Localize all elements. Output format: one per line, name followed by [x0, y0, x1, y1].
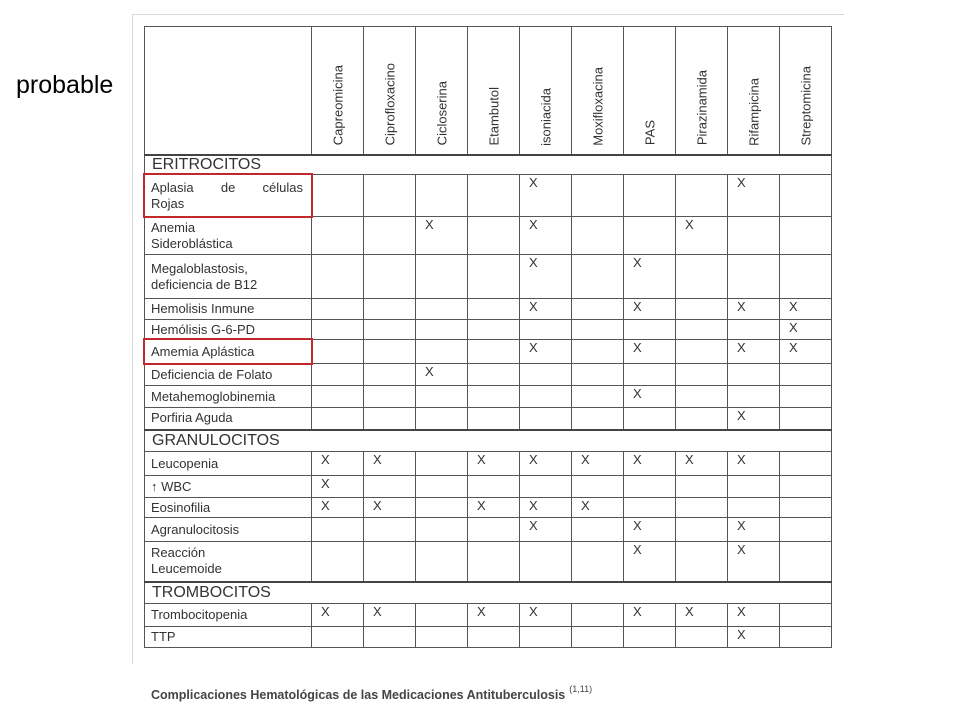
empty-cell: [520, 542, 572, 582]
empty-cell: [416, 518, 468, 542]
empty-cell: [572, 542, 624, 582]
empty-cell: [312, 175, 364, 217]
empty-cell: [728, 364, 780, 386]
x-mark-cell: X: [520, 340, 572, 364]
empty-cell: [780, 498, 832, 518]
empty-cell: [520, 320, 572, 340]
empty-cell: [572, 476, 624, 498]
empty-cell: [364, 518, 416, 542]
section-row: [145, 155, 832, 175]
empty-cell: [364, 542, 416, 582]
drug-header-row: [145, 27, 832, 155]
top-divider: [132, 14, 844, 15]
x-mark-cell: X: [728, 408, 780, 430]
empty-cell: [364, 320, 416, 340]
x-mark-cell: X: [468, 452, 520, 476]
header-corner-cell: [145, 27, 312, 155]
empty-cell: [416, 542, 468, 582]
condition-word: Aplasia: [151, 179, 194, 195]
empty-cell: [416, 452, 468, 476]
x-mark-cell: X: [520, 299, 572, 320]
drug-header-pas: [624, 27, 676, 155]
x-mark-cell: X: [728, 604, 780, 627]
empty-cell: [728, 498, 780, 518]
caption-text: Complicaciones Hematológicas de las Medicaciones Antituberculosis: [151, 688, 566, 703]
empty-cell: [520, 386, 572, 408]
drug-header-isoniacida: [520, 27, 572, 155]
empty-cell: [572, 299, 624, 320]
empty-cell: [780, 175, 832, 217]
condition-label-line: Agranulocitosis: [151, 521, 240, 537]
condition-cell: [145, 452, 312, 476]
empty-cell: [364, 255, 416, 299]
x-mark-cell: X: [520, 255, 572, 299]
empty-cell: [468, 364, 520, 386]
empty-cell: [728, 255, 780, 299]
empty-cell: [468, 476, 520, 498]
x-mark-cell: X: [624, 386, 676, 408]
empty-cell: [676, 299, 728, 320]
drug-name: Moxifloxacina: [590, 66, 605, 146]
condition-cell: [145, 408, 312, 430]
x-mark-cell: X: [520, 604, 572, 627]
x-mark-cell: X: [676, 452, 728, 476]
table-row: [145, 452, 832, 476]
condition-label-line: Deficiencia de Folato: [151, 366, 273, 382]
x-mark-cell: X: [520, 498, 572, 518]
table-caption: [151, 686, 592, 702]
condition-label-line: Rojas: [151, 195, 185, 211]
empty-cell: [468, 542, 520, 582]
empty-cell: [312, 364, 364, 386]
table-row: [145, 542, 832, 582]
empty-cell: [572, 175, 624, 217]
drug-name: isoniacida: [538, 87, 553, 146]
empty-cell: [468, 386, 520, 408]
condition-cell: [145, 217, 312, 255]
condition-cell: [145, 386, 312, 408]
condition-label-line: Leucemoide: [151, 561, 222, 577]
empty-cell: [364, 476, 416, 498]
empty-cell: [312, 255, 364, 299]
empty-cell: [364, 386, 416, 408]
empty-cell: [676, 364, 728, 386]
empty-cell: [416, 299, 468, 320]
condition-label-line: Hemolisis Inmune: [151, 301, 255, 316]
empty-cell: [416, 386, 468, 408]
empty-cell: [468, 320, 520, 340]
x-mark-cell: X: [416, 217, 468, 255]
x-mark-cell: X: [624, 255, 676, 299]
table-body: [145, 155, 832, 648]
empty-cell: [780, 542, 832, 582]
table-row: [145, 498, 832, 518]
empty-cell: [676, 518, 728, 542]
condition-cell: [145, 320, 312, 340]
empty-cell: [572, 255, 624, 299]
condition-cell: [145, 518, 312, 542]
empty-cell: [572, 320, 624, 340]
empty-cell: [312, 217, 364, 255]
empty-cell: [364, 627, 416, 648]
x-mark-cell: X: [364, 498, 416, 518]
x-mark-cell: X: [780, 340, 832, 364]
x-mark-cell: X: [572, 452, 624, 476]
drug-name: Streptomicina: [798, 66, 813, 146]
empty-cell: [572, 217, 624, 255]
x-mark-cell: X: [520, 175, 572, 217]
empty-cell: [572, 408, 624, 430]
empty-cell: [416, 175, 468, 217]
empty-cell: [416, 340, 468, 364]
empty-cell: [624, 627, 676, 648]
x-mark-cell: X: [572, 498, 624, 518]
section-row: [145, 430, 832, 452]
empty-cell: [780, 627, 832, 648]
drug-header-moxifloxacina: [572, 27, 624, 155]
highlight-box: [143, 173, 313, 218]
empty-cell: [416, 408, 468, 430]
x-mark-cell: X: [364, 452, 416, 476]
empty-cell: [312, 627, 364, 648]
table-row: [145, 364, 832, 386]
x-mark-cell: X: [624, 299, 676, 320]
empty-cell: [624, 175, 676, 217]
condition-cell: [145, 364, 312, 386]
x-mark-cell: X: [728, 518, 780, 542]
empty-cell: [572, 364, 624, 386]
condition-label-line: ↑ WBC: [151, 478, 192, 494]
condition-cell: [145, 255, 312, 299]
empty-cell: [624, 476, 676, 498]
drug-header-etambutol: [468, 27, 520, 155]
empty-cell: [520, 364, 572, 386]
empty-cell: [364, 340, 416, 364]
condition-label-line: Leucopenia: [151, 455, 219, 471]
empty-cell: [364, 217, 416, 255]
empty-cell: [364, 175, 416, 217]
empty-cell: [676, 627, 728, 648]
drug-header-capreomicina: [312, 27, 364, 155]
empty-cell: [468, 299, 520, 320]
section-row: [145, 582, 832, 604]
empty-cell: [468, 175, 520, 217]
drug-header-pirazinamida: [676, 27, 728, 155]
condition-cell: [145, 299, 312, 320]
drug-name: Rifampicina: [746, 77, 761, 146]
empty-cell: [780, 364, 832, 386]
empty-cell: [520, 476, 572, 498]
x-mark-cell: X: [624, 452, 676, 476]
condition-label-line: TTP: [151, 629, 176, 644]
x-mark-cell: X: [780, 299, 832, 320]
empty-cell: [416, 604, 468, 627]
empty-cell: [312, 320, 364, 340]
x-mark-cell: X: [728, 542, 780, 582]
empty-cell: [572, 518, 624, 542]
empty-cell: [676, 542, 728, 582]
x-mark-cell: X: [520, 518, 572, 542]
empty-cell: [572, 386, 624, 408]
condition-cell: [145, 476, 312, 498]
empty-cell: [312, 386, 364, 408]
x-mark-cell: X: [312, 604, 364, 627]
empty-cell: [780, 386, 832, 408]
drug-header-rifampicina: [728, 27, 780, 155]
empty-cell: [624, 320, 676, 340]
table-row: [145, 299, 832, 320]
x-mark-cell: X: [312, 452, 364, 476]
empty-cell: [468, 518, 520, 542]
x-mark-cell: X: [728, 175, 780, 217]
condition-cell: [145, 604, 312, 627]
empty-cell: [468, 217, 520, 255]
empty-cell: [572, 604, 624, 627]
table-row: [145, 255, 832, 299]
x-mark-cell: X: [468, 498, 520, 518]
empty-cell: [780, 217, 832, 255]
empty-cell: [676, 175, 728, 217]
condition-cell: [145, 498, 312, 518]
condition-label-line: Trombocitopenia: [151, 607, 248, 622]
drug-header-cicloserina: [416, 27, 468, 155]
drug-name: PAS: [642, 120, 657, 146]
empty-cell: [624, 364, 676, 386]
condition-word: células: [262, 179, 303, 195]
empty-cell: [312, 408, 364, 430]
condition-label-line: Megaloblastosis,: [151, 260, 248, 276]
empty-cell: [468, 340, 520, 364]
drug-header-ciprofloxacino: [364, 27, 416, 155]
section-title: TROMBOCITOS: [145, 582, 832, 604]
empty-cell: [624, 217, 676, 255]
empty-cell: [312, 340, 364, 364]
condition-word: de: [220, 179, 236, 195]
x-mark-cell: X: [624, 518, 676, 542]
condition-label-line: Eosinofilia: [151, 499, 211, 515]
x-mark-cell: X: [676, 604, 728, 627]
empty-cell: [416, 320, 468, 340]
empty-cell: [416, 627, 468, 648]
left-divider: [132, 14, 133, 664]
x-mark-cell: X: [364, 604, 416, 627]
empty-cell: [624, 408, 676, 430]
empty-cell: [364, 408, 416, 430]
empty-cell: [780, 408, 832, 430]
x-mark-cell: X: [624, 340, 676, 364]
drug-name: Pirazinamida: [694, 70, 709, 146]
x-mark-cell: X: [520, 452, 572, 476]
empty-cell: [676, 386, 728, 408]
empty-cell: [728, 320, 780, 340]
caption-reference: (1,11): [569, 684, 593, 694]
x-mark-cell: X: [624, 604, 676, 627]
empty-cell: [468, 627, 520, 648]
x-mark-cell: X: [312, 498, 364, 518]
condition-label-line: Reacción: [151, 545, 206, 561]
empty-cell: [780, 604, 832, 627]
drug-header-streptomicina: [780, 27, 832, 155]
x-mark-cell: X: [520, 217, 572, 255]
empty-cell: [416, 498, 468, 518]
empty-cell: [416, 255, 468, 299]
x-mark-cell: X: [624, 542, 676, 582]
x-mark-cell: X: [676, 217, 728, 255]
x-mark-cell: X: [728, 299, 780, 320]
empty-cell: [780, 452, 832, 476]
condition-label-line: Hemólisis G-6-PD: [151, 321, 256, 337]
table-row: [145, 476, 832, 498]
drug-name: Ciprofloxacino: [382, 63, 397, 146]
empty-cell: [728, 386, 780, 408]
empty-cell: [312, 518, 364, 542]
empty-cell: [520, 408, 572, 430]
condition-cell: [145, 627, 312, 648]
empty-cell: [780, 518, 832, 542]
table-row: [145, 627, 832, 648]
empty-cell: [468, 255, 520, 299]
condition-label-line: Amemia Aplástica: [151, 343, 255, 359]
condition-cell: [145, 542, 312, 582]
empty-cell: [728, 217, 780, 255]
empty-cell: [312, 542, 364, 582]
section-title: GRANULOCITOS: [145, 430, 832, 452]
empty-cell: [676, 408, 728, 430]
empty-cell: [520, 627, 572, 648]
empty-cell: [676, 255, 728, 299]
table-row: [145, 386, 832, 408]
table-row: [145, 320, 832, 340]
empty-cell: [676, 498, 728, 518]
empty-cell: [572, 627, 624, 648]
drug-name: Capreomicina: [330, 65, 345, 146]
x-mark-cell: X: [728, 340, 780, 364]
empty-cell: [468, 408, 520, 430]
highlight-box: [143, 338, 313, 365]
empty-cell: [572, 340, 624, 364]
section-title: ERITROCITOS: [145, 155, 832, 175]
empty-cell: [416, 476, 468, 498]
x-mark-cell: X: [312, 476, 364, 498]
table-row: [145, 408, 832, 430]
empty-cell: [676, 320, 728, 340]
drug-name: Cicloserina: [434, 81, 449, 146]
condition-label-line: deficiencia de B12: [151, 276, 258, 292]
condition-label-line: Sideroblástica: [151, 235, 233, 251]
x-mark-cell: X: [728, 452, 780, 476]
x-mark-cell: X: [416, 364, 468, 386]
condition-label-line: Anemia: [151, 219, 196, 235]
x-mark-cell: X: [728, 627, 780, 648]
empty-cell: [364, 364, 416, 386]
empty-cell: [364, 299, 416, 320]
empty-cell: [676, 340, 728, 364]
table-row: [145, 604, 832, 627]
condition-label-line: Porfiria Aguda: [151, 410, 233, 426]
x-mark-cell: X: [468, 604, 520, 627]
drug-name: Etambutol: [486, 86, 501, 146]
empty-cell: [728, 476, 780, 498]
empty-cell: [624, 498, 676, 518]
empty-cell: [676, 476, 728, 498]
empty-cell: [312, 299, 364, 320]
condition-label-line: Metahemoglobinemia: [151, 388, 276, 404]
side-label-probable: probable: [16, 71, 114, 99]
table-row: [145, 217, 832, 255]
table-row: [145, 518, 832, 542]
x-mark-cell: X: [780, 320, 832, 340]
empty-cell: [780, 476, 832, 498]
empty-cell: [780, 255, 832, 299]
